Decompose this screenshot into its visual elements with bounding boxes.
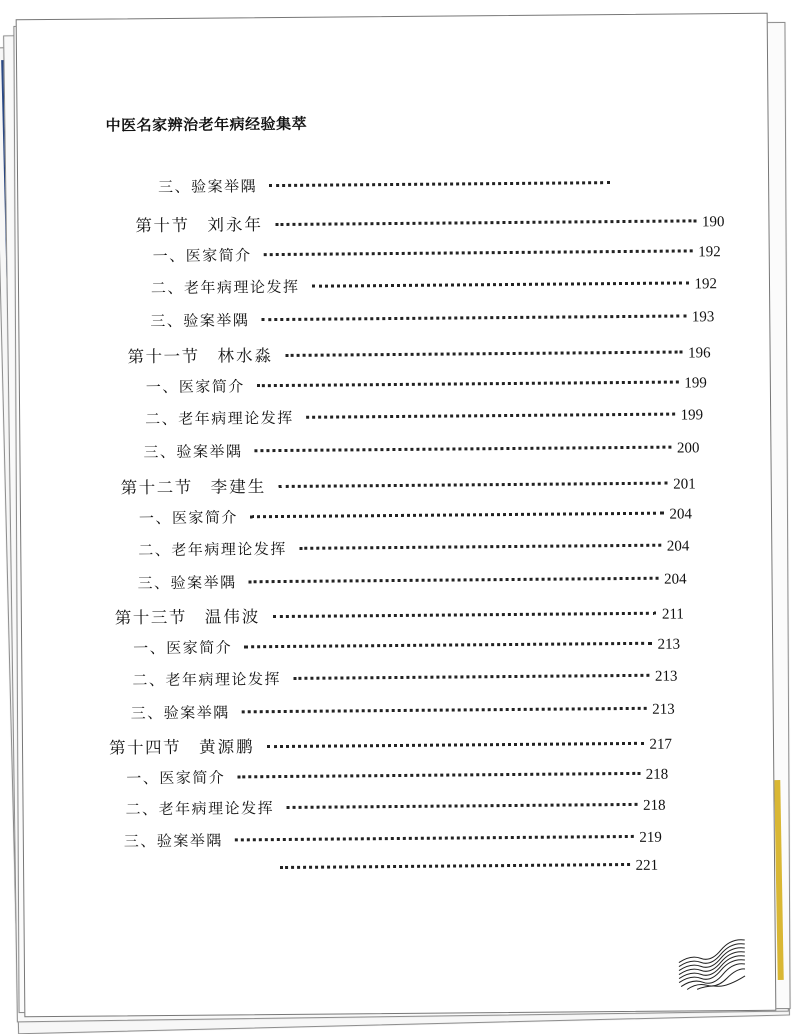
toc-page-number: 218 <box>642 797 666 814</box>
dot-leader <box>286 803 637 809</box>
toc-page-number: 190 <box>701 214 725 231</box>
toc-entry-label: 二、老年病理论发挥 <box>138 539 287 560</box>
dot-leader <box>249 577 658 584</box>
toc-entry-label: 第十节 <box>135 215 190 236</box>
toc-entry-label: 三、验案举隅 <box>137 573 237 593</box>
dot-leader <box>275 219 696 226</box>
toc-entry-label: 三、验案举隅 <box>150 311 250 331</box>
toc-page-number: 213 <box>652 701 675 718</box>
toc-entry-label: 一、医家简介 <box>126 768 226 788</box>
dot-leader <box>293 674 649 680</box>
dot-leader <box>250 512 663 519</box>
table-of-contents <box>17 14 776 1017</box>
toc-page-number: 218 <box>645 766 669 783</box>
toc-entry-label: 三、验案举隅 <box>158 177 258 197</box>
toc-section-entry <box>109 730 672 759</box>
toc-page-number: 201 <box>673 476 696 493</box>
toc-page-number: 211 <box>661 606 684 623</box>
toc-entry <box>137 567 686 593</box>
toc-entry <box>268 858 658 878</box>
toc-entry <box>133 633 680 659</box>
toc-page-number: 204 <box>664 571 687 588</box>
toc-section-entry <box>127 338 710 367</box>
toc-entry <box>158 172 610 197</box>
dot-leader <box>299 544 661 550</box>
toc-entry-label: 二、老年病理论发挥 <box>145 408 294 429</box>
toc-entry-physician-name: 黄源鹏 <box>198 737 255 757</box>
toc-entry <box>132 665 677 691</box>
toc-entry <box>153 240 721 266</box>
toc-entry-label: 三、验案举隅 <box>123 831 223 851</box>
toc-entry <box>126 763 668 789</box>
dot-leader <box>254 446 670 453</box>
toc-entry <box>138 534 689 560</box>
toc-page-number: 221 <box>635 857 659 874</box>
dot-leader <box>272 612 656 618</box>
dot-leader <box>235 835 633 841</box>
publisher-logo-icon <box>677 932 748 991</box>
dot-leader <box>280 863 630 869</box>
dot-leader <box>244 642 651 649</box>
dot-leader <box>242 707 646 714</box>
running-header: 中医名家辨治老年病经验集萃 <box>105 114 308 135</box>
toc-entry-label: 第十二节 <box>120 477 193 498</box>
dot-leader <box>264 249 692 256</box>
toc-entry <box>151 272 717 298</box>
toc-entry-label: 第十一节 <box>127 346 200 367</box>
dot-leader <box>269 181 610 187</box>
dot-leader <box>267 742 644 748</box>
toc-entry-label: 一、医家简介 <box>133 638 233 658</box>
toc-entry <box>139 502 692 528</box>
toc-page-number: 204 <box>669 506 693 523</box>
toc-entry-label: 二、老年病理论发挥 <box>150 277 300 298</box>
toc-entry-label: 一、医家简介 <box>152 246 252 266</box>
toc-section-entry <box>121 469 696 498</box>
toc-entry-physician-name: 刘永年 <box>207 215 264 235</box>
dot-leader <box>312 281 689 287</box>
toc-page-number: 213 <box>657 636 681 653</box>
toc-page-number: 199 <box>680 407 704 424</box>
toc-entry-label: 三、验案举隅 <box>143 442 243 462</box>
dot-leader <box>278 482 667 488</box>
toc-entry-physician-name: 温伟波 <box>204 607 261 627</box>
toc-entry-label: 二、老年病理论发挥 <box>125 799 275 819</box>
toc-entry-label: 一、医家简介 <box>138 508 239 528</box>
toc-entry-physician-name: 林水淼 <box>217 346 274 366</box>
toc-section-entry <box>135 207 724 236</box>
toc-entry <box>131 698 675 724</box>
dot-leader <box>285 350 682 356</box>
toc-page-number: 200 <box>676 440 700 457</box>
dot-leader <box>261 314 685 321</box>
toc-entry <box>145 403 703 429</box>
toc-section-entry <box>115 599 684 628</box>
toc-page-number: 192 <box>694 276 718 293</box>
toc-entry-label: 第十三节 <box>114 607 187 628</box>
toc-page-number: 196 <box>688 345 711 362</box>
toc-entry <box>124 826 662 852</box>
toc-page <box>16 13 777 1018</box>
toc-page-number: 204 <box>666 538 690 555</box>
toc-page-number: 199 <box>684 375 707 392</box>
toc-page-number: 219 <box>639 829 662 846</box>
toc-entry <box>150 305 714 331</box>
toc-entry-physician-name: 李建生 <box>210 477 267 497</box>
dot-leader <box>237 772 639 779</box>
toc-entry-label: 二、老年病理论发挥 <box>132 670 282 690</box>
toc-entry <box>146 371 707 397</box>
toc-page-number: 192 <box>698 244 721 261</box>
toc-entry-label: 一、医家简介 <box>145 377 245 397</box>
toc-entry <box>143 436 699 462</box>
dot-leader <box>306 413 675 419</box>
toc-page-number: 217 <box>649 736 673 753</box>
toc-entry-label: 第十四节 <box>108 737 182 758</box>
toc-page-number: 193 <box>691 309 715 326</box>
dot-leader <box>257 381 678 388</box>
toc-page-number: 213 <box>654 668 678 685</box>
toc-entry <box>125 794 665 820</box>
toc-entry-label: 三、验案举隅 <box>130 703 230 723</box>
